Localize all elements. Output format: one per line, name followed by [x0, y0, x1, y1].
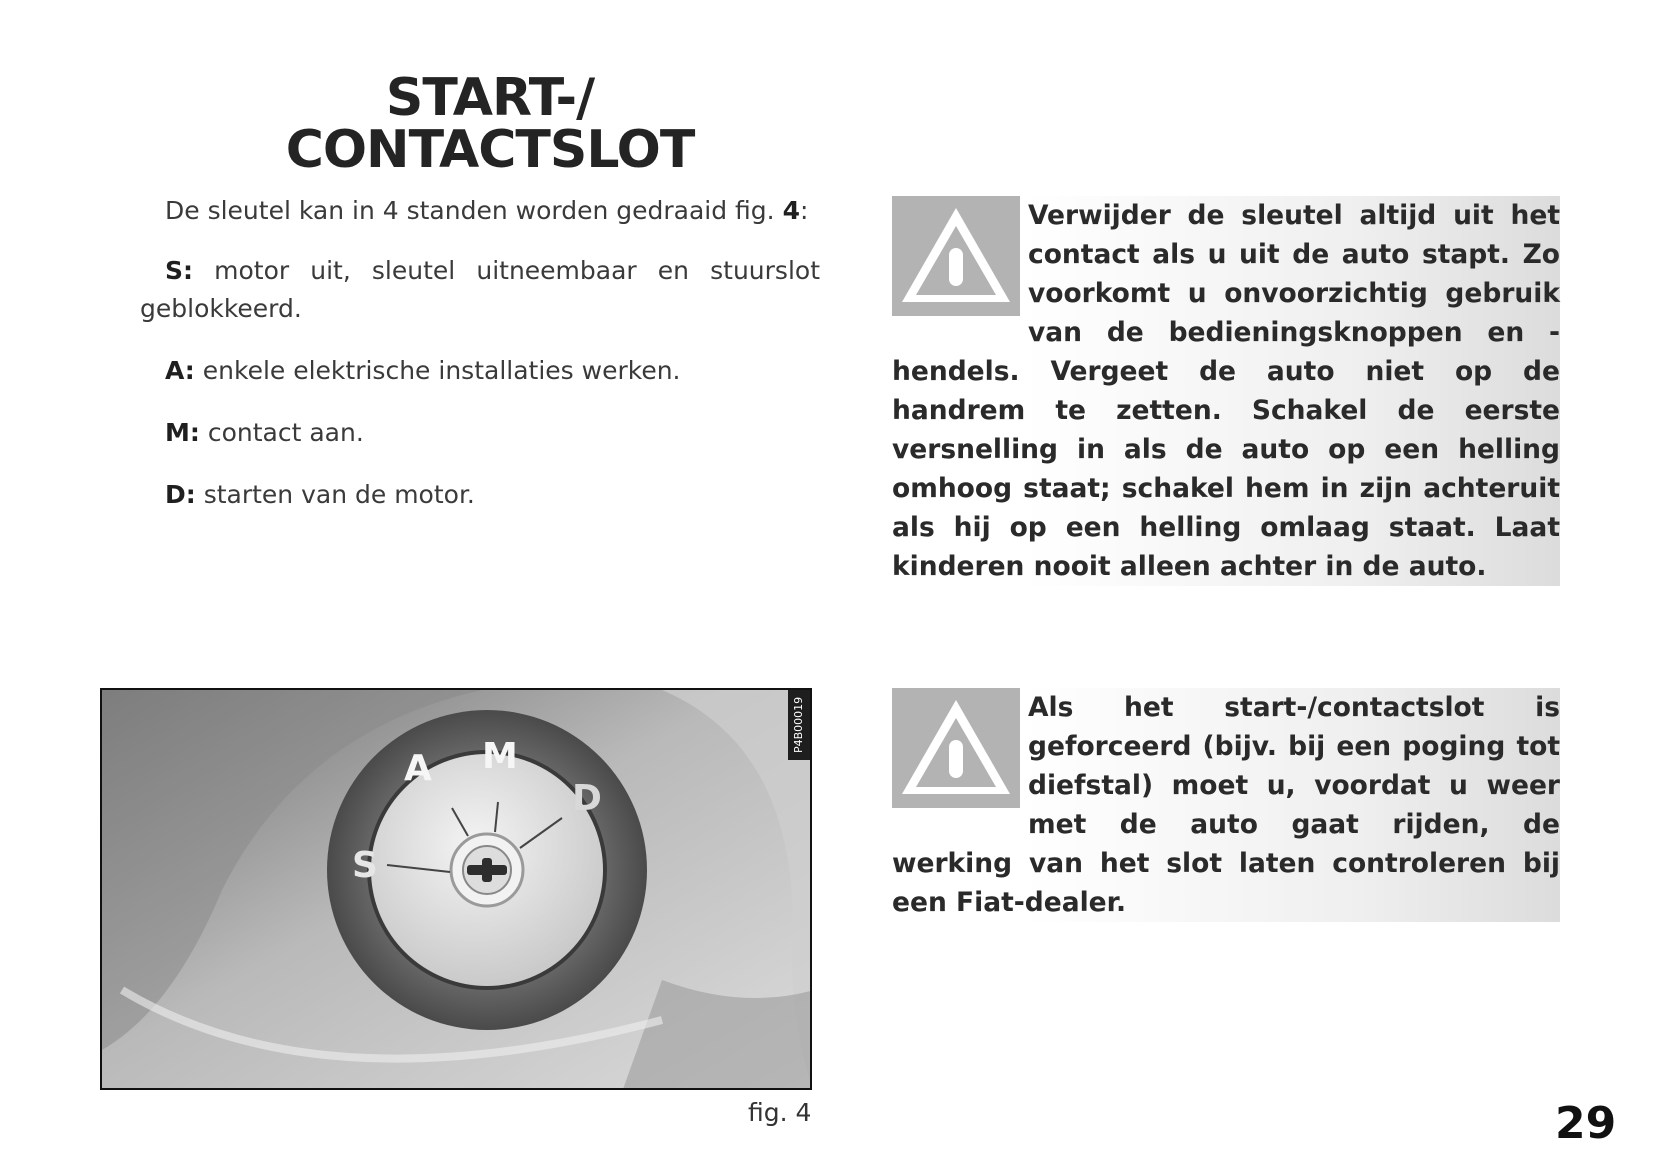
warning-text-1: Verwijder de sleutel altijd uit het contact als u uit de auto stapt. Zo voorkomt u onvoorzichtig gebruik van de bedieningsknoppen en -hendels. Vergeet de auto niet op de handrem te zetten. Schakel de eerste versnelling in als de auto op een helling omhoog staat; schakel hem in zijn achteruit als hij op een helling omlaag staat. Laat kinderen nooit alleen achter in de auto.: [892, 196, 1560, 586]
position-text: starten van de motor.: [195, 480, 475, 509]
warning-box-1: [892, 196, 1560, 586]
position-key: M:: [165, 418, 200, 447]
figure-caption: fig. 4: [748, 1098, 812, 1127]
position-m: [140, 414, 820, 452]
intro-section: [140, 192, 820, 538]
figure-label-d: D: [572, 778, 602, 819]
position-key: D:: [165, 480, 196, 509]
intro-paragraph: [140, 192, 820, 230]
title-line-2: CONTACTSLOT: [285, 120, 695, 180]
figure-label-a: A: [404, 748, 432, 789]
page-title: [160, 68, 820, 180]
warning-text-2: Als het start-/contactslot is geforceerd (bijv. bij een poging tot diefstal) moet u, voordat u weer met de auto gaat rijden, de werking van het slot laten controleren bij een Fiat-dealer.: [892, 688, 1560, 922]
page-number: 29: [1555, 1098, 1617, 1149]
position-a: [140, 352, 820, 390]
position-key: A:: [165, 356, 195, 385]
position-text: motor uit, sleutel uitneembaar en stuurslot geblokkeerd.: [140, 256, 820, 323]
position-key: S:: [165, 256, 194, 285]
warning-box-2: [892, 688, 1560, 922]
ignition-figure: [100, 688, 812, 1090]
position-text: contact aan.: [199, 418, 364, 447]
figure-label-s: S: [352, 845, 378, 886]
position-d: [140, 476, 820, 514]
position-s: [140, 252, 820, 328]
intro-text: De sleutel kan in 4 standen worden gedraaid fig.: [165, 196, 783, 225]
warning-triangle-icon: [892, 196, 1020, 316]
intro-end: :: [799, 196, 809, 225]
title-line-1: START-/: [385, 68, 595, 128]
figure-code: P4B00019: [788, 690, 810, 760]
warning-triangle-icon: [892, 688, 1020, 808]
position-text: enkele elektrische installaties werken.: [194, 356, 681, 385]
figure-label-m: M: [482, 736, 518, 777]
intro-figure-ref: 4: [782, 196, 800, 225]
